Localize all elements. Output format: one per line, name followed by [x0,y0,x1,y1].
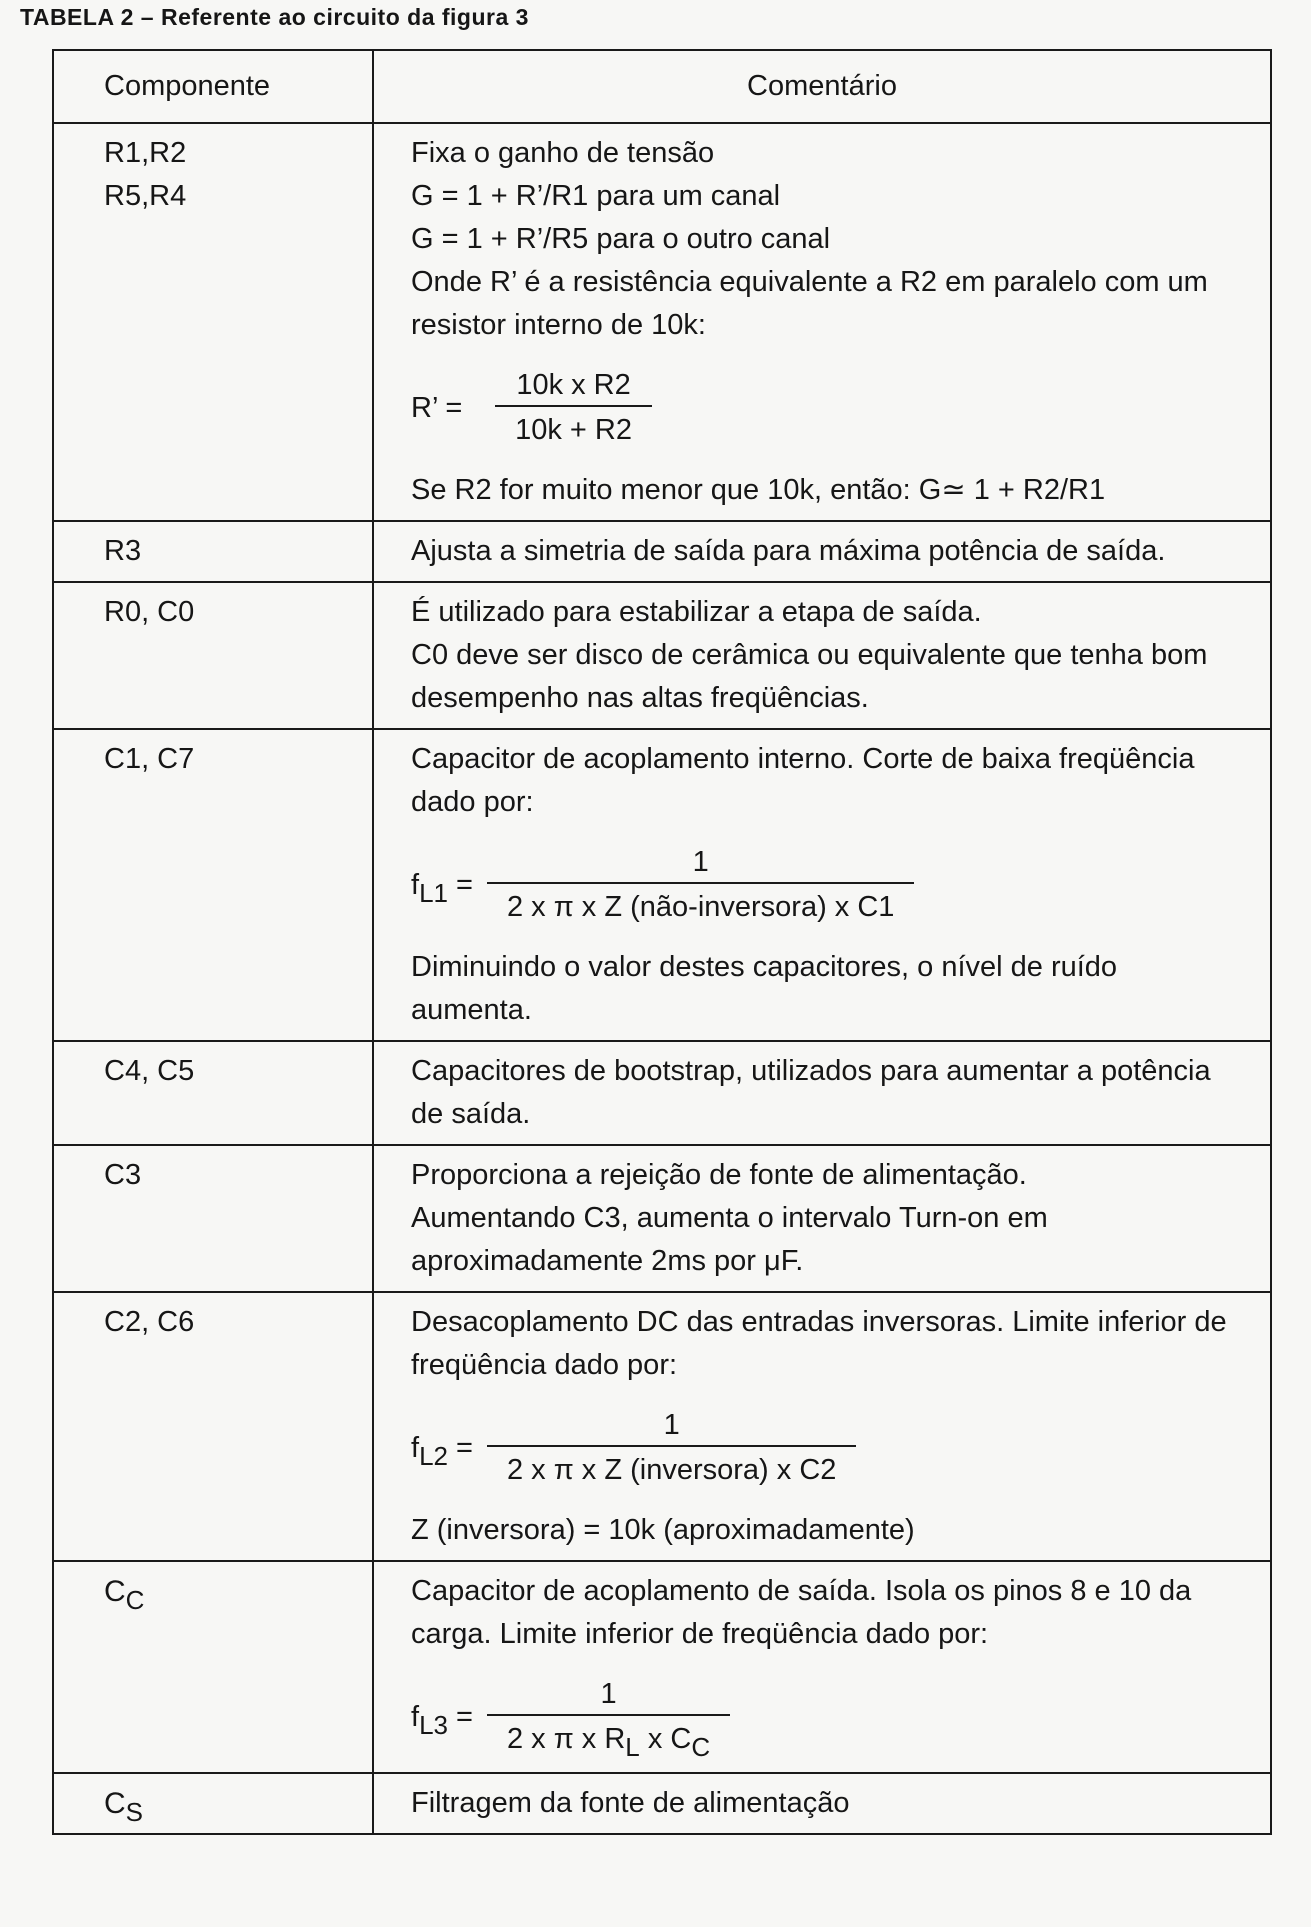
table-row [53,1292,1271,1561]
comment-cell [373,1561,1271,1773]
component-label: C1, C7 [104,743,195,775]
comment-text: Z (inversora) = 10k (aproximadamente) [411,1514,915,1546]
formula [411,842,1240,928]
component-cell [53,123,373,521]
comment-text: Aumentando C3, aumenta o intervalo Turn-on em aproximadamente 2ms por μF. [411,1202,1048,1277]
comment-text: Onde R’ é a resistência equivalente a R2 em paralelo com um resistor interno de 10k: [411,266,1208,341]
comment-text: Proporciona a rejeição de fonte de alimentação. [411,1159,1027,1191]
comment-text: Diminuindo o valor destes capacitores, o nível de ruído aumenta. [411,951,1118,1026]
component-label: $C_C$ [104,1575,145,1615]
header-comment: Comentário [373,50,1271,123]
table-row [53,123,1271,521]
fraction-denominator: 2 x π x Z (não-inversora) x C1 [487,882,914,928]
component-label: R3 [104,535,142,567]
fraction-numerator: 10k x R2 [516,369,631,401]
comment-cell [373,582,1271,729]
comment-text: G = 1 + R’/R5 para o outro canal [411,223,831,255]
comment-cell [373,729,1271,1041]
component-cell [53,1561,373,1773]
fraction-numerator: 1 [663,1409,680,1441]
fraction [487,1405,856,1491]
fraction-denominator: 2 x π x Z (inversora) x C2 [487,1445,856,1491]
fraction-numerator: 1 [600,1678,617,1710]
comment-text: Capacitor de acoplamento interno. Corte de baixa freqüência dado por: [411,743,1195,818]
table-caption: TABELA 2 – Referente ao circuito da figura 3 [20,4,529,30]
formula [411,1405,1240,1491]
component-cell [53,1041,373,1145]
component-label: R0, C0 [104,596,195,628]
comment-cell [373,521,1271,582]
component-table [52,49,1272,1835]
table-header-row [53,50,1271,123]
formula [411,1674,1240,1760]
component-cell [53,729,373,1041]
comment-text: Fixa o ganho de tensão [411,137,715,169]
component-label: C3 [104,1159,142,1191]
formula-lhs: R’ = [411,391,463,424]
fraction-numerator: 1 [692,846,709,878]
table-row [53,1561,1271,1773]
component-label: C4, C5 [104,1055,195,1087]
component-cell [53,521,373,582]
fraction-denominator: 10k + R2 [495,405,652,451]
comment-text: G = 1 + R’/R1 para um canal [411,180,781,212]
table-row [53,1145,1271,1292]
table-row [53,729,1271,1041]
component-label: R5,R4 [104,180,187,212]
comment-text: Desacoplamento DC das entradas inversoras. Limite inferior de freqüência dado por: [411,1306,1227,1381]
table-row [53,521,1271,582]
component-cell [53,1145,373,1292]
table-row [53,1773,1271,1834]
component-label: R1,R2 [104,137,187,169]
comment-cell [373,1773,1271,1834]
component-cell [53,1292,373,1561]
formula-lhs: $f_{L2}$ = [411,1431,473,1471]
component-cell [53,582,373,729]
fraction [476,365,670,451]
comment-text: É utilizado para estabilizar a etapa de saída. [411,596,982,628]
comment-text: Filtragem da fonte de alimentação [411,1787,850,1819]
formula-lhs: $f_{L3}$ = [411,1700,473,1740]
fraction [487,1674,730,1760]
fraction [487,842,914,928]
header-component: Componente [53,50,373,123]
formula-lhs: $f_{L1}$ = [411,868,473,908]
formula [411,365,1240,451]
comment-text: Ajusta a simetria de saída para máxima potência de saída. [411,535,1166,567]
table-row [53,1041,1271,1145]
comment-cell [373,1145,1271,1292]
component-label: C2, C6 [104,1306,195,1338]
comment-text: Se R2 for muito menor que 10k, então: G≃ 1 + R2/R1 [411,474,1106,506]
comment-cell [373,1292,1271,1561]
fraction-denominator: 2 x π x $R_L$ x $C_C$ [487,1714,730,1760]
comment-cell [373,1041,1271,1145]
comment-text: C0 deve ser disco de cerâmica ou equivalente que tenha bom desempenho nas altas freqüências. [411,639,1208,714]
comment-cell [373,123,1271,521]
comment-text: Capacitores de bootstrap, utilizados para aumentar a potência de saída. [411,1055,1211,1130]
table-row [53,582,1271,729]
comment-text: Capacitor de acoplamento de saída. Isola os pinos 8 e 10 da carga. Limite inferior de freqüência dado por: [411,1575,1192,1650]
component-label: $C_S$ [104,1787,144,1827]
component-cell [53,1773,373,1834]
